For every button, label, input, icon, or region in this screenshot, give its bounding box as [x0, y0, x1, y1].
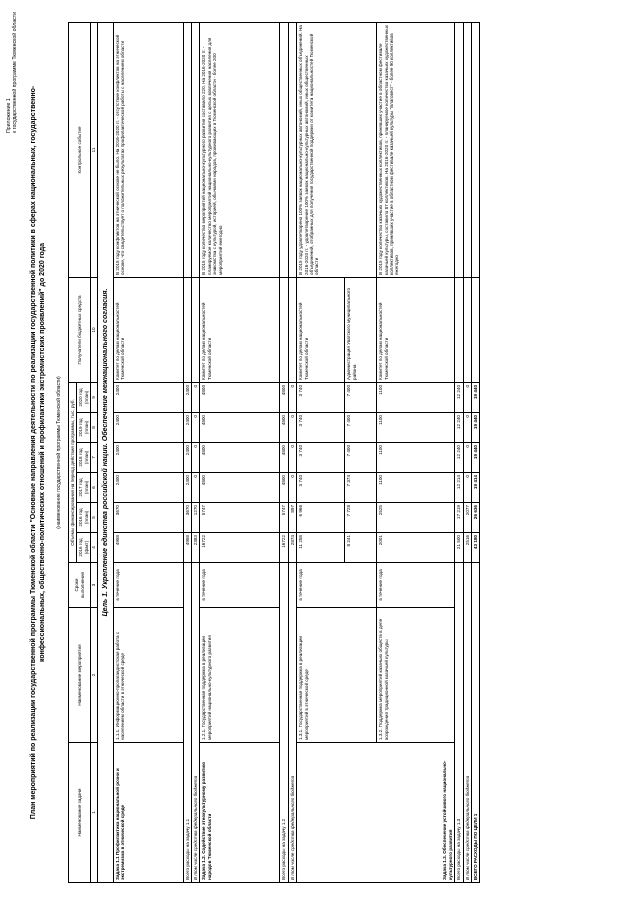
header-result: Контрольное событие — [69, 22, 91, 277]
value-cell: 4958 — [113, 533, 183, 563]
value-cell: 19 440 — [472, 413, 480, 443]
header-row — [69, 22, 77, 882]
federal-row — [463, 22, 471, 882]
goal-title: Цель 1. Укрепление единства российской нации. Обеспечение межнационального согласия. — [97, 22, 113, 882]
result-cell: В 2015 году количество казачьих художественных коллективов, принявших участие в областном фестивале казачьей культуры, составило 87 коллективов. На 2016-2020 гг. - планируемое количество казачьих художественных коллективов, принявших участие в областном фестивале казачьей культуры "Благовест" - более 90 коллективов ежегодно — [377, 22, 455, 277]
column-number: 7 — [91, 443, 97, 473]
empty-cell — [288, 22, 296, 277]
value-cell: 4800 — [280, 443, 288, 473]
column-number: 10 — [91, 277, 97, 382]
subtotal-row — [183, 22, 191, 882]
task-cell: Задача 1.2. Содействие этнокультурному развитию народов Тюменской области — [200, 743, 280, 883]
appendix-line: Приложение 1 — [6, 98, 12, 134]
value-cell: 1100 — [377, 473, 455, 503]
value-cell: 3 740 — [297, 382, 345, 412]
value-cell: 6 966 — [297, 503, 345, 533]
goal-row — [97, 22, 113, 882]
federal-row — [192, 22, 200, 882]
value-cell: 0 — [192, 443, 200, 473]
value-cell: 3 740 — [297, 473, 345, 503]
value-cell: 2400 — [183, 443, 191, 473]
value-cell: 1100 — [377, 413, 455, 443]
value-cell: 2400 — [183, 382, 191, 412]
value-cell: 2400 — [113, 473, 183, 503]
column-number: 2 — [91, 608, 97, 743]
value-cell: 4800 — [280, 413, 288, 443]
subtotal-row — [280, 22, 288, 882]
value-cell: 7 400 — [345, 413, 377, 443]
value-cell: 21 500 — [455, 533, 463, 563]
value-cell: 2001 — [377, 533, 455, 563]
empty-cell — [192, 22, 200, 277]
subtotal-label: Всего расходы на задачу 1.1 — [183, 563, 191, 883]
appendix-note — [6, 12, 18, 133]
value-cell: 2400 — [113, 382, 183, 412]
title-line: конфессиональных, общественно-политических отношений и профилактики экстремистских проявлений" до 2020 года — [38, 242, 46, 663]
federal-label: В том числе средства федерального бюджета — [463, 563, 471, 883]
result-cell: В 2015 году количество мероприятий национально-культурного развития составило 220. На 2016-2020 гг. - планируемое количество мероприятий национально-культурного развития с целью вовлечения населения для знакомства с культурой, историей, обычаями народов, проживающих в Тюменской области - более 200 мероприятий ежегодно — [200, 22, 280, 277]
value-cell: 0 — [288, 443, 296, 473]
appendix-line: к государственной программе Тюменской области — [12, 12, 18, 134]
result-cell: В 2015 году конфликтов на этнической основе не было. На 2016-2020 гг. - отсутствие конфликтов на этнической основе, что свидетельствует о положительных результатах профилактической работы с населением области — [113, 22, 183, 277]
empty-cell — [183, 277, 191, 382]
value-cell: 7 374 — [345, 473, 377, 503]
subtotal-label: Всего расходы на задачу 1.3 — [455, 563, 463, 883]
event-cell: 1.1.1. Информационно-пропагандистская работа с населением области в этнической среде — [113, 608, 183, 743]
recipient-cell: Комитет по делам национальностей Тюменской области — [377, 277, 455, 382]
value-cell: 0 — [192, 413, 200, 443]
column-number: 1 — [91, 743, 97, 883]
value-cell: 0 — [288, 413, 296, 443]
empty-cell — [455, 277, 463, 382]
column-number: 6 — [91, 473, 97, 503]
deadline-cell: в течение года — [200, 563, 280, 608]
title-line: План мероприятий по реализации государственной программы Тюменской области "Основные направления деятельности по реализации государственной политики в сферах национальных, государственно- — [30, 85, 37, 820]
value-cell: 3 740 — [297, 413, 345, 443]
column-number: 4 — [91, 533, 97, 563]
value-cell: 5747 — [200, 503, 280, 533]
subtotal-row — [455, 22, 463, 882]
total-row — [472, 22, 480, 882]
header-event: Наименование мероприятия — [69, 608, 91, 743]
deadline-cell: в течение года — [297, 563, 377, 608]
column-number: 11 — [91, 22, 97, 277]
empty-cell — [183, 22, 191, 277]
value-cell: 7 400 — [345, 443, 377, 473]
column-number: 5 — [91, 503, 97, 533]
header-year: 2017 год (план) — [77, 473, 91, 503]
subtotal-label: Всего расходы на задачу 1.2 — [280, 563, 288, 883]
column-number: 3 — [91, 563, 97, 608]
header-year: 2016 год (факт) — [77, 533, 91, 563]
event-cell: 1.3.1. Государственная поддержка в реализации мероприятий в этнической среде — [297, 608, 377, 743]
document-title — [30, 40, 47, 865]
value-cell: 0 — [463, 443, 471, 473]
recipient-cell: Комитет по делам национальностей Тюменской области — [297, 277, 345, 382]
value-cell: 19 440 — [472, 443, 480, 473]
document-subtitle: (наименование государственной программы Тюменской области) — [56, 376, 62, 529]
event-cell: 1.2.1. Государственная поддержка в реализации мероприятий национально-культурного развития — [200, 608, 280, 743]
value-cell: 2383 — [192, 533, 200, 563]
recipient-cell: Комитет по делам национальностей Тюменской области — [113, 277, 183, 382]
value-cell: 8 241 — [345, 533, 377, 563]
value-cell: 4800 — [200, 443, 280, 473]
header-deadline: Сроки выполнения — [69, 563, 91, 608]
event-cell: 1.3.2. Поддержка мероприятий казачьих обществ в деле возрождения традиционной казачьей культуры — [377, 608, 455, 743]
header-year: 2019 год (план) — [77, 413, 91, 443]
empty-cell — [463, 277, 471, 382]
value-cell: 7 400 — [345, 382, 377, 412]
value-cell: 1100 — [377, 443, 455, 473]
value-cell: 3670 — [113, 503, 183, 533]
value-cell: 4958 — [183, 533, 191, 563]
value-cell: 0 — [463, 382, 471, 412]
value-cell: 3670 — [183, 503, 191, 533]
value-cell: 4800 — [280, 473, 288, 503]
value-cell: 2400 — [183, 473, 191, 503]
header-funding: Объемы финансирования на период действия программы, тыс. руб. — [69, 382, 77, 562]
value-cell: 26 636 — [472, 503, 480, 533]
value-cell: 12 214 — [455, 473, 463, 503]
value-cell: 1270 — [192, 503, 200, 533]
value-cell: 12 240 — [455, 443, 463, 473]
header-year: 2016 год (план) — [77, 503, 91, 533]
value-cell: 2516 — [463, 533, 471, 563]
total-label: ВСЕГО РАСХОДЫ ПО ЦЕЛИ 1 — [472, 563, 480, 883]
deadline-cell: в течение года — [377, 563, 455, 608]
value-cell: 5747 — [280, 503, 288, 533]
value-cell: 16722 — [280, 533, 288, 563]
value-cell: 43 180 — [472, 533, 480, 563]
table-row — [113, 22, 183, 882]
recipient-cell: Администрация Уватского муниципального района — [345, 277, 377, 382]
value-cell: 897 — [288, 503, 296, 533]
table-row — [200, 22, 280, 882]
value-cell: 17 219 — [455, 503, 463, 533]
value-cell: 4800 — [280, 382, 288, 412]
value-cell: 0 — [463, 413, 471, 443]
federal-label: В том числе средства федерального бюджета — [288, 563, 296, 883]
header-year: 2018 год (план) — [77, 443, 91, 473]
value-cell: 12 240 — [455, 413, 463, 443]
value-cell: 4800 — [200, 382, 280, 412]
empty-cell — [455, 22, 463, 277]
column-number: 8 — [91, 413, 97, 443]
value-cell: 2874 — [288, 533, 296, 563]
value-cell: 1100 — [377, 382, 455, 412]
value-cell: 2525 — [377, 503, 455, 533]
value-cell: 11 258 — [297, 533, 345, 563]
value-cell: 19 440 — [472, 382, 480, 412]
empty-cell — [288, 277, 296, 382]
empty-cell — [280, 22, 288, 277]
recipient-cell: Комитет по делам национальностей Тюменской области — [200, 277, 280, 382]
value-cell: 7 728 — [345, 503, 377, 533]
value-cell: 0 — [288, 473, 296, 503]
empty-cell — [463, 22, 471, 277]
result-cell: В 2015 году удовлетворено 100% заявок национально-культурных автономий, иных общественных объединений. На 2016-2020 гг. - удовлетворение 100% заявок национально-культурных автономий, иных общественных объединений, отобранных для получения государственной поддержки от комитета национальностей Тюменской области — [297, 22, 377, 277]
value-cell: 2400 — [113, 413, 183, 443]
federal-label: В том числе средства федерального бюджета — [192, 563, 200, 883]
plan-table — [68, 22, 480, 883]
header-recipient: Получатели бюджетных средств — [69, 277, 91, 382]
empty-cell — [472, 277, 480, 382]
empty-cell — [280, 277, 288, 382]
value-cell: 16722 — [200, 533, 280, 563]
header-task: Наименование задачи — [69, 743, 91, 883]
value-cell: 0 — [288, 382, 296, 412]
value-cell: 2400 — [113, 443, 183, 473]
value-cell: 19 414 — [472, 473, 480, 503]
task-cell: Задача 1.1 Профилактика национальной розни и экстремизма в этнической среде — [113, 743, 183, 883]
value-cell: 2077 — [463, 503, 471, 533]
task-cell: Задача 1.3. Обеспечение устойчивого национально-культурного развития — [297, 743, 455, 883]
empty-cell — [192, 277, 200, 382]
table-row — [297, 22, 345, 882]
column-number: 9 — [91, 382, 97, 412]
value-cell: 0 — [192, 473, 200, 503]
value-cell: 4800 — [200, 413, 280, 443]
deadline-cell: в течение года — [113, 563, 183, 608]
header-year: 2020 год (план) — [77, 382, 91, 412]
value-cell: 0 — [463, 473, 471, 503]
empty-cell — [472, 22, 480, 277]
value-cell: 0 — [192, 382, 200, 412]
value-cell: 3 740 — [297, 443, 345, 473]
value-cell: 2400 — [183, 413, 191, 443]
value-cell: 4800 — [200, 473, 280, 503]
value-cell: 12 240 — [455, 382, 463, 412]
federal-row — [288, 22, 296, 882]
